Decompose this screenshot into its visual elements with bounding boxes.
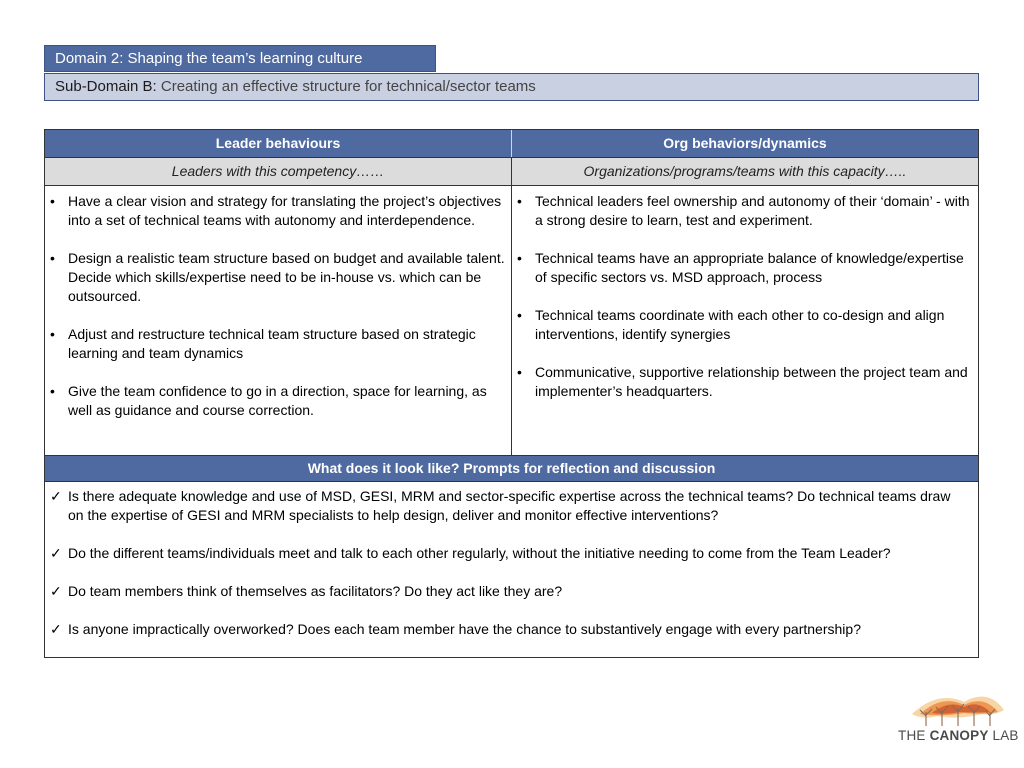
org-behaviors-subheader: Organizations/programs/teams with this capacity….. [583,163,907,179]
org-behaviors-header: Org behaviors/dynamics [663,135,827,151]
list-item: • Have a clear vision and strategy for translating the project’s objectives into a set of technical teams with autonomy and interdependence. [50,193,502,228]
leader-behaviours-list [45,192,511,420]
table-content-row [45,186,978,456]
list-item: ✓ Do team members think of themselves as facilitators? Do they act like they are? [50,583,563,599]
checkmark-icon: ✓ [50,488,62,504]
bullet-icon: • [50,383,55,399]
subdomain-description: Creating an effective structure for technical/sector teams [160,78,536,95]
list-item: • Technical teams have an appropriate balance of knowledge/expertise of specific sectors vs. MSD approach, process [517,250,964,285]
logo-wordmark: THE CANOPY LAB [898,728,1019,743]
leader-behaviours-header: Leader behaviours [45,130,512,157]
bullet-icon: • [517,364,522,380]
list-item: ✓ Do the different teams/individuals meet and talk to each other regularly, without the initiative needing to come from the Team Leader? [50,545,891,561]
list-item: • Technical leaders feel ownership and autonomy of their ‘domain’ - with a strong desire to learn, test and experiment. [517,193,970,228]
domain-title: Domain 2: Shaping the team’s learning culture [44,45,436,72]
org-behaviors-cell [512,186,978,455]
list-item: • Communicative, supportive relationship between the project team and implementer’s headquarters. [517,364,968,399]
prompts-list [45,487,978,639]
checkmark-icon: ✓ [50,545,62,561]
tree-canopy-icon [898,692,1008,728]
canopy-lab-logo [898,692,1019,750]
org-behaviors-list [512,192,978,401]
list-item: • Design a realistic team structure based on budget and available talent. Decide which skills/expertise need to be in-house vs. which can be outsourced. [50,250,505,304]
bullet-icon: • [517,250,522,266]
prompts-header: What does it look like? Prompts for reflection and discussion [45,456,978,482]
list-item: • Technical teams coordinate with each other to co-design and align interventions, identify synergies [517,307,945,342]
leader-behaviours-subheader: Leaders with this competency…… [45,158,512,185]
table-subheader-row [45,158,978,186]
leader-behaviours-cell [45,186,512,455]
table-header-row [45,130,978,158]
checkmark-icon: ✓ [50,583,62,599]
list-item: ✓ Is there adequate knowledge and use of MSD, GESI, MRM and sector-specific expertise across the technical teams? Do technical teams draw on the expertise of GESI and MRM specialists to help design, deliver and monitor effective interventions? [50,488,951,523]
bullet-icon: • [50,250,55,266]
checkmark-icon: ✓ [50,621,62,637]
subdomain-prefix: Sub-Domain B: [55,78,157,95]
subdomain-bar [44,73,979,101]
list-item: • Give the team confidence to go in a direction, space for learning, as well as guidance and course correction. [50,383,487,418]
bullet-icon: • [50,193,55,209]
bullet-icon: • [517,307,522,323]
competency-table [44,129,979,658]
prompts-section [45,482,978,657]
list-item: ✓ Is anyone impractically overworked? Does each team member have the chance to substantively engage with every partnership? [50,621,861,637]
bullet-icon: • [50,326,55,342]
list-item: • Adjust and restructure technical team structure based on strategic learning and team dynamics [50,326,476,361]
bullet-icon: • [517,193,522,209]
